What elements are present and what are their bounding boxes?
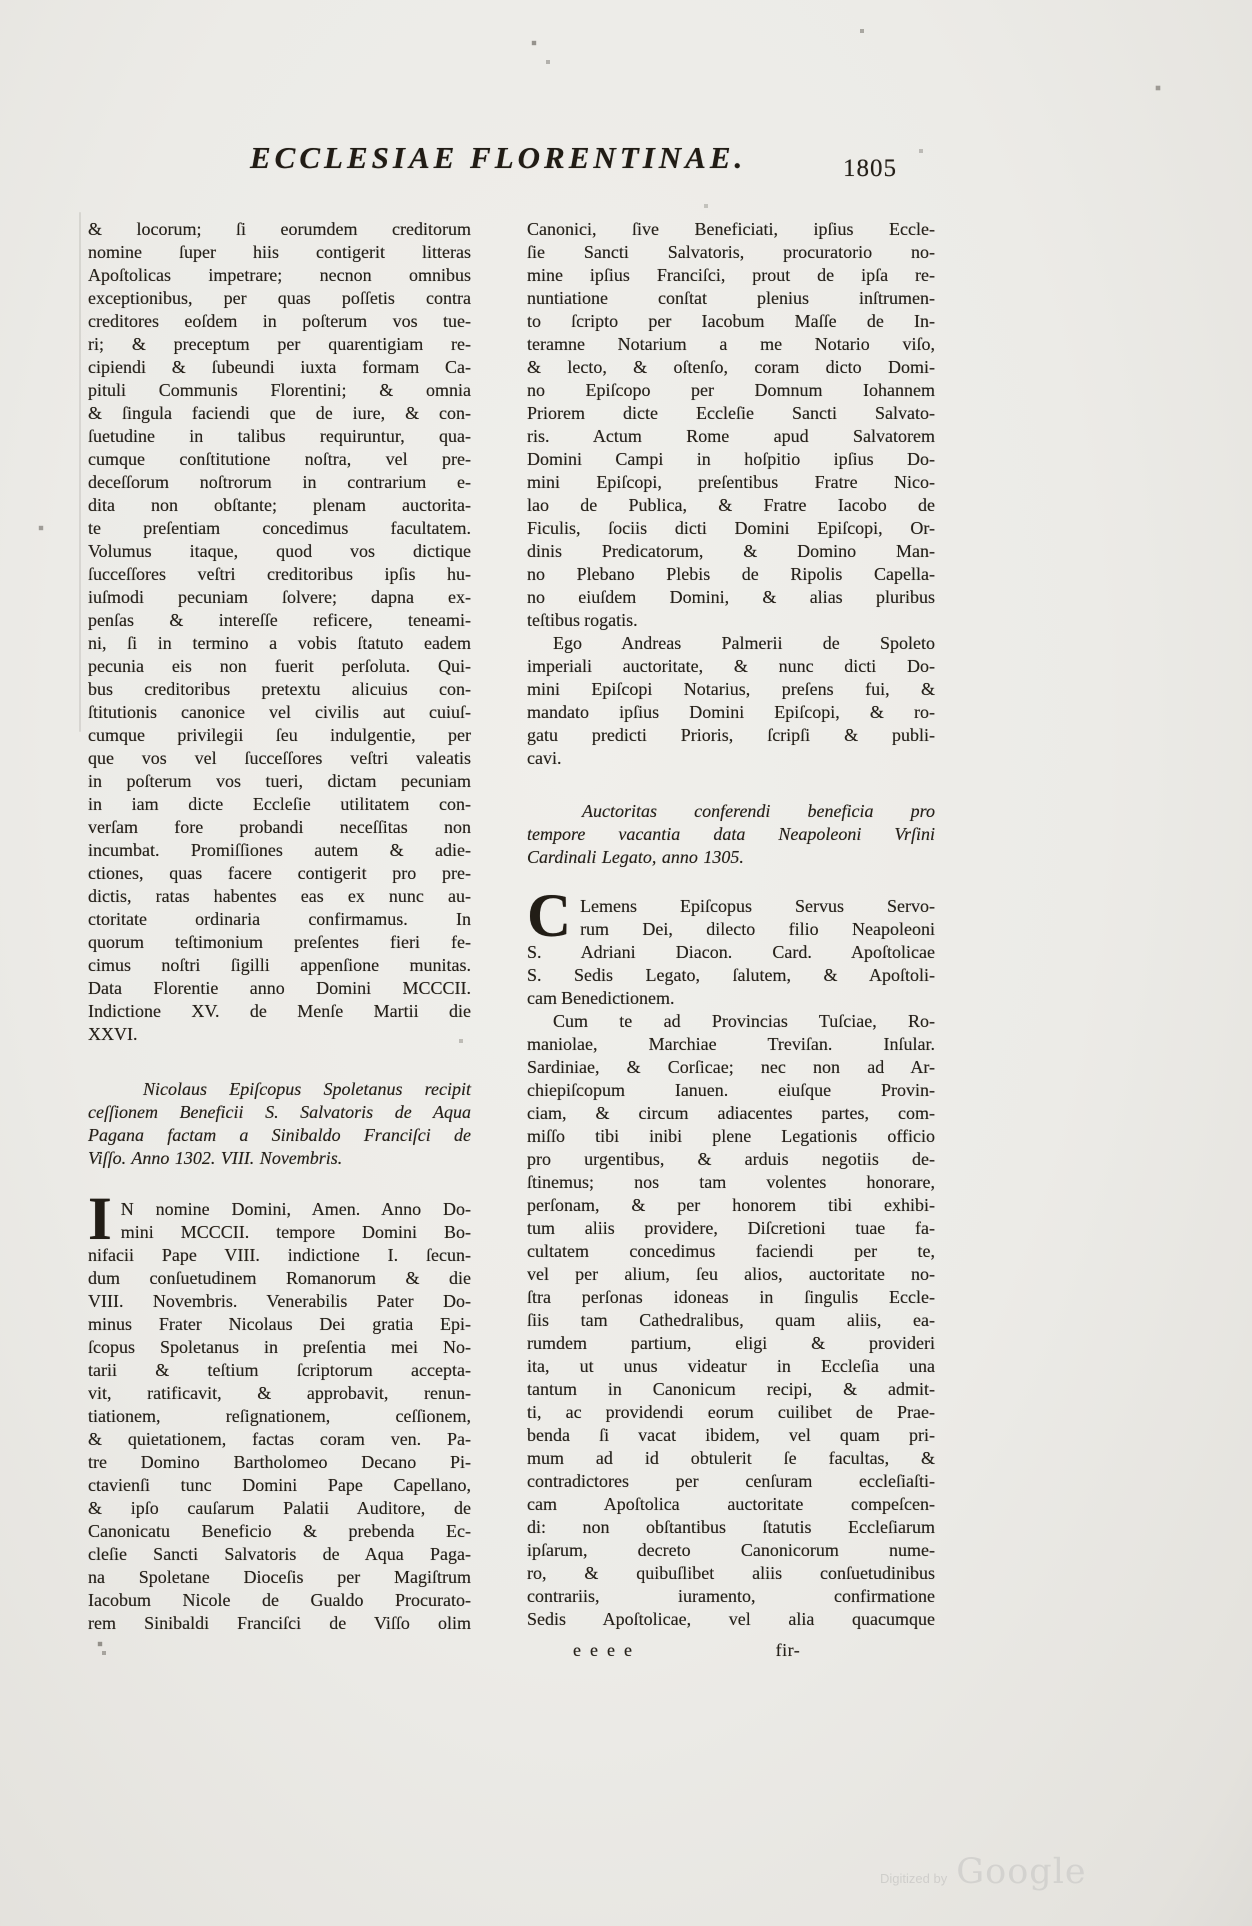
text-line: penſas & intereſſe reficere, teneami-	[88, 610, 471, 630]
drop-cap: C	[527, 883, 572, 950]
text-line: ctavienſi tunc Domini Pape Capellano,	[88, 1475, 471, 1495]
text-line: in poſterum vos tueri, dictam pecuniam	[88, 771, 471, 791]
text-line: S. Adriani Diacon. Card. Apoſtolicae	[527, 942, 935, 962]
text-line: Ego Andreas Palmerii de Spoleto	[553, 633, 935, 653]
text-line: Viſſo. Anno 1302. VIII. Novembris.	[88, 1148, 343, 1168]
google-logo: Google	[956, 1852, 1087, 1892]
text-line: cimus noſtri ſigilli appenſione munitas.	[88, 955, 471, 975]
section-heading-auctoritas	[527, 800, 935, 869]
running-title: ECCLESIAE FLORENTINAE.	[250, 140, 747, 175]
text-line: mandato ipſius Domini Epiſcopi, & ro-	[527, 702, 935, 722]
text-line: no Plebano Plebis de Ripolis Capella-	[527, 564, 935, 584]
text-line: tiationem, reſignationem, ceſſionem,	[88, 1406, 471, 1426]
text-line: di: non obſtantibus ſtatutis Eccleſiarum	[527, 1517, 935, 1537]
text-line: ſcopus Spoletanus in preſentia mei No-	[88, 1337, 471, 1357]
text-line: quorum teſtimonium preſentes fieri fe-	[88, 932, 471, 952]
text-line: VIII. Novembris. Venerabilis Pater Do-	[88, 1291, 471, 1311]
paragraph-continuation	[88, 218, 471, 1046]
text-line: Ficulis, ſociis dicti Domini Epiſcopi, Or-	[527, 518, 935, 538]
text-line: Domini Campi in hoſpitio ipſius Do-	[527, 449, 935, 469]
text-line: Cum te ad Provincias Tuſciae, Ro-	[553, 1011, 935, 1031]
text-line: pro urgentibus, & arduis negotiis de-	[527, 1149, 935, 1169]
text-line: rum Dei, dilecto filio Neapoleoni	[580, 919, 935, 939]
text-line: imperiali auctoritate, & nunc dicti Do-	[527, 656, 935, 676]
text-line: Canonici, ſive Beneficiati, ipſius Eccle-	[527, 219, 935, 239]
text-line: ipſarum, decreto Canonicorum nume-	[527, 1540, 935, 1560]
text-line: tempore vacantia data Neapoleoni Vrſini	[527, 824, 935, 844]
text-line: mini Epiſcopi Notarius, preſens fui, &	[527, 679, 935, 699]
text-line: nifacii Pape VIII. indictione I. ſecun-	[88, 1245, 471, 1265]
text-line: S. Sedis Legato, ſalutem, & Apoſtoli-	[527, 965, 935, 985]
text-line: cumque conſtitutione noſtra, vel pre-	[88, 449, 471, 469]
text-line: maniolae, Marchiae Treviſan. Inſular.	[527, 1034, 935, 1054]
text-line: ſtinemus; nos tam volentes honorare,	[527, 1172, 935, 1192]
text-line: pituli Communis Florentini; & omnia	[88, 380, 471, 400]
text-line: perſonam, & per honorem tibi exhibi-	[527, 1195, 935, 1215]
text-line: gatu predicti Prioris, ſcripſi & publi-	[527, 725, 935, 745]
text-line: cavi.	[527, 748, 562, 768]
catchword: fir-	[775, 1640, 801, 1660]
paragraph-clemens	[527, 883, 935, 1010]
text-line: Canonicatu Beneficio & prebenda Ec-	[88, 1521, 471, 1541]
text-line: & lecto, & oſtenſo, coram dicto Domi-	[527, 357, 935, 377]
text-line: iuſmodi pecuniam ſolvere; dapna ex-	[88, 587, 471, 607]
signature-line	[527, 1639, 935, 1662]
text-line: cam Apoſtolica auctoritate compeſcen-	[527, 1494, 935, 1514]
text-line: rem Sinibaldi Franciſci de Viſſo olim	[88, 1613, 471, 1633]
text-line: contrariis, iuramento, confirmatione	[527, 1586, 935, 1606]
text-line: deceſſorum noſtrorum in contrarium e-	[88, 472, 471, 492]
text-line: na Spoletane Dioceſis per Magiſtrum	[88, 1567, 471, 1587]
text-line: to ſcripto per Iacobum Maſſe de In-	[527, 311, 935, 331]
text-line: N nomine Domini, Amen. Anno Do-	[120, 1199, 471, 1219]
text-line: dinis Predicatorum, & Domino Man-	[527, 541, 935, 561]
drop-cap: I	[88, 1186, 112, 1253]
text-line: tarii & teſtium ſcriptorum accepta-	[88, 1360, 471, 1380]
text-line: rumdem partium, eligi & provideri	[527, 1333, 935, 1353]
text-line: & quietationem, factas coram ven. Pa-	[88, 1429, 471, 1449]
text-line: benda ſi vacat ibidem, vel quam pri-	[527, 1425, 935, 1445]
text-line: exceptionibus, per quas poſſetis contra	[88, 288, 471, 308]
text-line: mini Epiſcopi, preſentibus Fratre Nico-	[527, 472, 935, 492]
text-line: ctiones, quas facere contigerit pro pre-	[88, 863, 471, 883]
text-line: XXVI.	[88, 1024, 138, 1044]
text-line: Apoſtolicas impetrare; necnon omnibus	[88, 265, 471, 285]
text-line: mine ipſius Franciſci, prout de ipſa re-	[527, 265, 935, 285]
text-line: teſtibus rogatis.	[527, 610, 638, 630]
text-line: ri; & preceptum per quarentigiam re-	[88, 334, 471, 354]
paragraph-canonici	[527, 218, 935, 632]
left-column	[88, 218, 471, 1635]
text-line: Lemens Epiſcopus Servus Servo-	[580, 896, 935, 916]
text-line: Data Florentie anno Domini MCCCII.	[88, 978, 471, 998]
text-line: tum aliis providere, Diſcretioni tuae fa-	[527, 1218, 935, 1238]
scan-crease-line	[79, 212, 81, 732]
paragraph-in-nomine	[88, 1186, 471, 1635]
watermark-prefix: Digitized by	[880, 1871, 948, 1886]
text-line: cam Benedictionem.	[527, 988, 675, 1008]
text-line: tantum in Canonicum recipi, & admit-	[527, 1379, 935, 1399]
text-line: ctoritate ordinaria confirmamus. In	[88, 909, 471, 929]
text-line: & locorum; ſi eorumdem creditorum	[88, 219, 471, 239]
ink-specks	[0, 0, 2, 2]
text-line: ni, ſi in termino a vobis ſtatuto eadem	[88, 633, 471, 653]
text-line: lao de Publica, & Fratre Iacobo de	[527, 495, 935, 515]
text-line: ro, & quibuſlibet aliis conſuetudinibus	[527, 1563, 935, 1583]
text-line: pecunia eis non fuerit perſoluta. Qui-	[88, 656, 471, 676]
text-line: & ſingula faciendi que de iure, & con-	[88, 403, 471, 423]
text-line: Priorem dicte Eccleſie Sancti Salvato-	[527, 403, 935, 423]
section-heading-nicolaus	[88, 1078, 471, 1170]
text-line: Nicolaus Epiſcopus Spoletanus recipit	[143, 1079, 471, 1099]
text-line: Volumus itaque, quod vos dictique	[88, 541, 471, 561]
text-line: bus creditoribus pretextu alicuius con-	[88, 679, 471, 699]
text-line: tre Domino Bartholomeo Decano Pi-	[88, 1452, 471, 1472]
text-line: dita non obſtante; plenam auctorita-	[88, 495, 471, 515]
text-line: ſuetudine in talibus requiruntur, qua-	[88, 426, 471, 446]
text-line: ſtitutionis canonice vel civilis aut cuiuſ-	[88, 702, 471, 722]
text-line: Pagana factam a Sinibaldo Franciſci de	[88, 1125, 471, 1145]
text-line: Indictione XV. de Menſe Martii die	[88, 1001, 471, 1021]
text-line: verſam fore probandi neceſſitas non	[88, 817, 471, 837]
text-line: vit, ratificavit, & approbavit, renun-	[88, 1383, 471, 1403]
page-number: 1805	[843, 155, 897, 182]
signature-mark: eeee	[573, 1640, 641, 1660]
text-line: creditores eoſdem in poſterum vos tue-	[88, 311, 471, 331]
text-line: nuntiatione conſtat plenius inſtrumen-	[527, 288, 935, 308]
text-line: Sardiniae, & Corſicae; nec non ad Ar-	[527, 1057, 935, 1077]
text-line: Auctoritas conferendi beneficia pro	[582, 801, 935, 821]
paragraph-cum-te	[527, 1010, 935, 1631]
text-line: cleſie Sancti Salvatoris de Aqua Paga-	[88, 1544, 471, 1564]
text-line: Cardinali Legato, anno 1305.	[527, 847, 744, 867]
text-line: ita, ut unus videatur in Eccleſia una	[527, 1356, 935, 1376]
text-line: Iacobum Nicole de Gualdo Procurato-	[88, 1590, 471, 1610]
text-line: cipiendi & ſubeundi iuxta formam Ca-	[88, 357, 471, 377]
right-column	[527, 218, 935, 1662]
text-line: que vos vel ſucceſſores veſtri valeatis	[88, 748, 471, 768]
paragraph-ego-andreas	[527, 632, 935, 770]
text-line: no Epiſcopo per Domnum Iohannem	[527, 380, 935, 400]
text-line: dum conſuetudinem Romanorum & die	[88, 1268, 471, 1288]
text-line: & ipſo cauſarum Palatii Auditore, de	[88, 1498, 471, 1518]
text-line: ſiis tam Cathedralibus, quam aliis, ea-	[527, 1310, 935, 1330]
text-line: chiepiſcopum Ianuen. eiuſque Provin-	[527, 1080, 935, 1100]
text-line: dictis, ratas habentes eas ex nunc au-	[88, 886, 471, 906]
text-line: no eiuſdem Domini, & alias pluribus	[527, 587, 935, 607]
text-line: incumbat. Promiſſiones autem & adie-	[88, 840, 471, 860]
text-line: Sedis Apoſtolicae, vel alia quacumque	[527, 1609, 935, 1629]
text-line: contradictores per cenſuram eccleſiaſti-	[527, 1471, 935, 1491]
text-line: vel per alium, ſeu alios, auctoritate no-	[527, 1264, 935, 1284]
text-line: mini MCCCII. tempore Domini Bo-	[120, 1222, 471, 1242]
text-line: cultatem concedimus faciendi per te,	[527, 1241, 935, 1261]
watermark	[880, 1852, 1087, 1892]
text-line: ciam, & circum adiacentes partes, com-	[527, 1103, 935, 1123]
text-line: ris. Actum Rome apud Salvatorem	[527, 426, 935, 446]
text-line: teramne Notarium a me Notario viſo,	[527, 334, 935, 354]
text-line: ſtra perſonas idoneas in ſingulis Eccle-	[527, 1287, 935, 1307]
text-line: in iam dicte Eccleſie utilitatem con-	[88, 794, 471, 814]
text-line: ti, ac providendi eorum cuilibet de Prae-	[527, 1402, 935, 1422]
text-line: te preſentiam concedimus facultatem.	[88, 518, 471, 538]
text-line: ſucceſſores veſtri creditoribus ipſis hu-	[88, 564, 471, 584]
text-line: nomine ſuper hiis contigerit litteras	[88, 242, 471, 262]
text-line: ſie Sancti Salvatoris, procuratorio no-	[527, 242, 935, 262]
text-line: minus Frater Nicolaus Dei gratia Epi-	[88, 1314, 471, 1334]
text-line: cumque privilegii ſeu indulgentie, per	[88, 725, 471, 745]
text-line: miſſo tibi inibi plene Legationis officio	[527, 1126, 935, 1146]
text-line: mum ad id obtulerit ſe facultas, &	[527, 1448, 935, 1468]
text-line: ceſſionem Beneficii S. Salvatoris de Aqua	[88, 1102, 471, 1122]
